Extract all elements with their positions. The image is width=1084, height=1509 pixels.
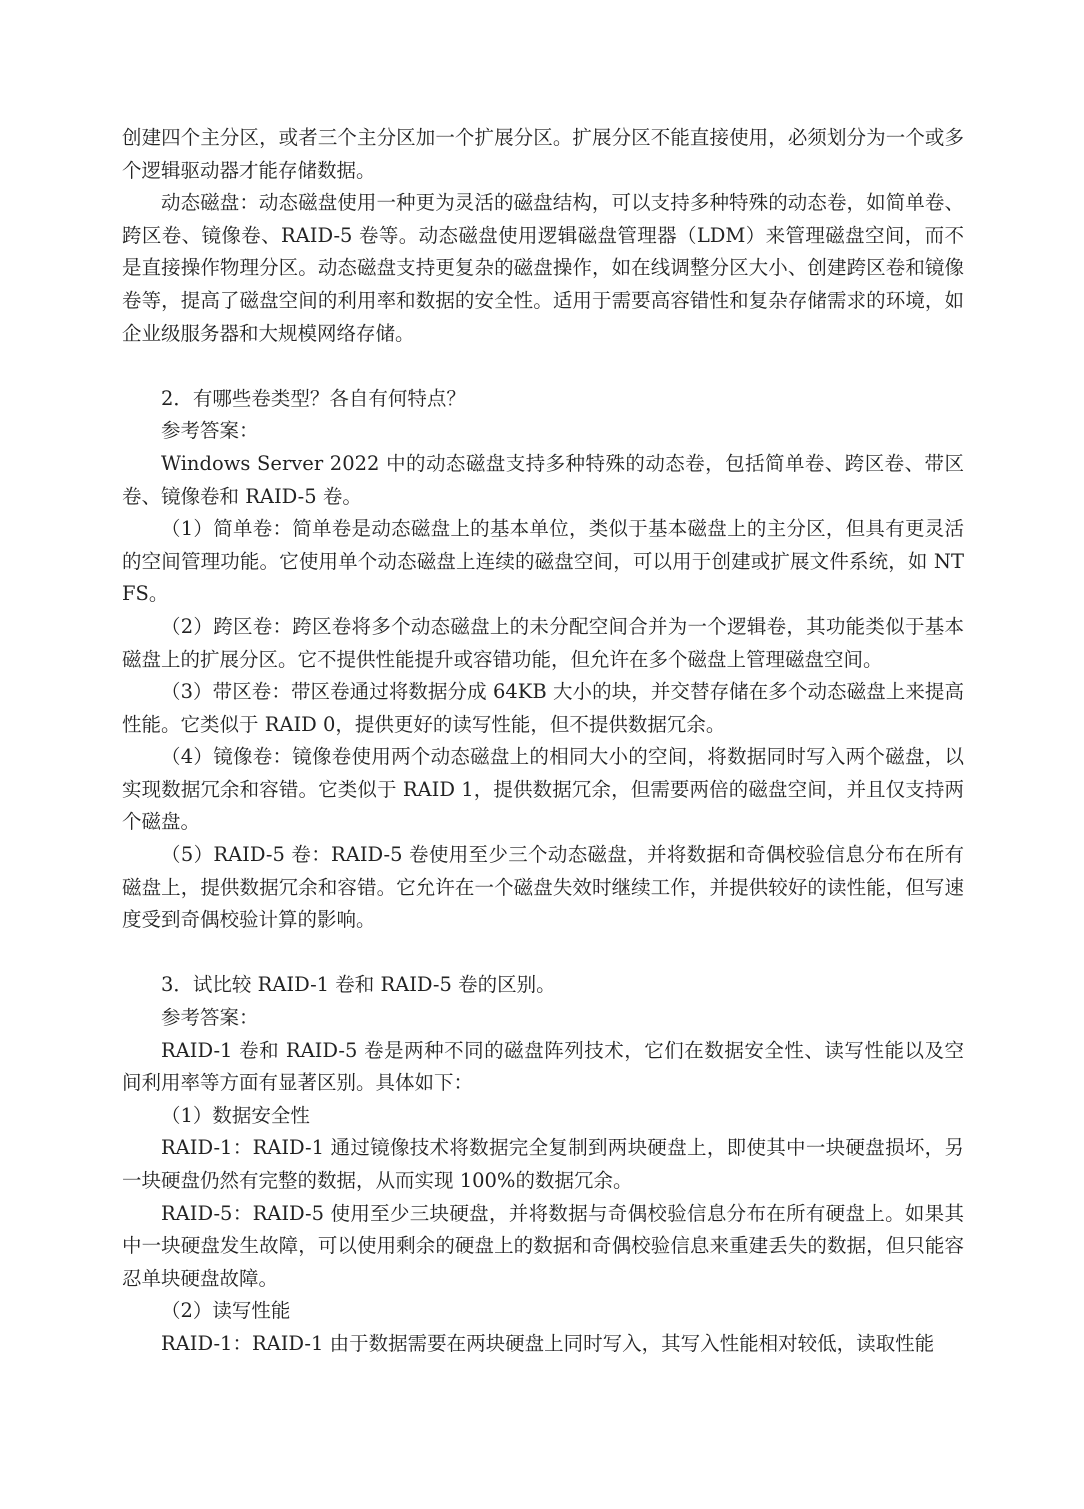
question-3-heading: 3．试比较 RAID-1 卷和 RAID-5 卷的区别。 bbox=[161, 973, 556, 997]
paragraph-raid5-security: RAID-5：RAID-5 使用至少三块硬盘，并将数据与奇偶校验信息分布在所有硬盘上。如果其中一块硬盘发生故障，可以使用剩余的硬盘上的数据和奇偶校验信息来重建丢失的数据，但只能容忍单块硬盘故障。 bbox=[122, 1201, 964, 1290]
subheading-read-write-performance: （2）读写性能 bbox=[161, 1299, 291, 1323]
paragraph-raid5-volume: （5）RAID-5 卷：RAID-5 卷使用至少三个动态磁盘，并将数据和奇偶校验信息分布在所有磁盘上，提供数据冗余和容错。它允许在一个磁盘失效时继续工作，并提供较好的读性能，但写速度受到奇偶校验计算的影响。 bbox=[122, 843, 964, 932]
section-spacer bbox=[122, 350, 964, 383]
document-page bbox=[122, 122, 964, 1361]
subheading-data-security: （1）数据安全性 bbox=[161, 1103, 310, 1127]
paragraph-striped-volume: （3）带区卷：带区卷通过将数据分成 64KB 大小的块，并交替存储在多个动态磁盘上来提高性能。它类似于 RAID 0，提供更好的读写性能，但不提供数据冗余。 bbox=[122, 680, 964, 736]
paragraph-raid-comparison-intro: RAID-1 卷和 RAID-5 卷是两种不同的磁盘阵列技术，它们在数据安全性、读写性能以及空间利用率等方面有显著区别。具体如下： bbox=[122, 1038, 964, 1095]
paragraph-partition-continuation: 创建四个主分区，或者三个主分区加一个扩展分区。扩展分区不能直接使用，必须划分为一个或多个逻辑驱动器才能存储数据。 bbox=[122, 126, 964, 182]
paragraph-simple-volume: （1）简单卷：简单卷是动态磁盘上的基本单位，类似于基本磁盘上的主分区，但具有更灵活的空间管理功能。它使用单个动态磁盘上连续的磁盘空间，可以用于创建或扩展文件系统，如 NTFS。 bbox=[122, 517, 964, 606]
paragraph-raid1-performance: RAID-1：RAID-1 由于数据需要在两块硬盘上同时写入，其写入性能相对较低，读取性能 bbox=[161, 1331, 935, 1355]
answer-label: 参考答案： bbox=[161, 1006, 259, 1030]
paragraph-dynamic-disk: 动态磁盘：动态磁盘使用一种更为灵活的磁盘结构，可以支持多种特殊的动态卷，如简单卷、跨区卷、镜像卷、RAID-5 卷等。动态磁盘使用逻辑磁盘管理器（LDM）来管理磁盘空间，而不是直接操作物理分区。动态磁盘支持更复杂的磁盘操作，如在线调整分区大小、创建跨区卷和镜像卷等，提高了磁盘空间的利用率和数据的安全性。适用于需要高容错性和复杂存储需求的环境，如企业级服务器和大规模网络存储。 bbox=[122, 191, 964, 345]
question-2-heading: 2．有哪些卷类型？各自有何特点？ bbox=[161, 386, 466, 410]
paragraph-mirrored-volume: （4）镜像卷：镜像卷使用两个动态磁盘上的相同大小的空间，将数据同时写入两个磁盘，以实现数据冗余和容错。它类似于 RAID 1，提供数据冗余，但需要两倍的磁盘空间，并且仅支持两个磁盘。 bbox=[122, 745, 964, 834]
answer-label: 参考答案： bbox=[161, 419, 259, 443]
paragraph-spanned-volume: （2）跨区卷：跨区卷将多个动态磁盘上的未分配空间合并为一个逻辑卷，其功能类似于基本磁盘上的扩展分区。它不提供性能提升或容错功能，但允许在多个磁盘上管理磁盘空间。 bbox=[122, 614, 964, 671]
section-spacer bbox=[122, 937, 964, 970]
paragraph-raid1-security: RAID-1：RAID-1 通过镜像技术将数据完全复制到两块硬盘上，即使其中一块硬盘损坏，另一块硬盘仍然有完整的数据，从而实现 100%的数据冗余。 bbox=[122, 1136, 964, 1192]
paragraph-volume-intro: Windows Server 2022 中的动态磁盘支持多种特殊的动态卷，包括简单卷、跨区卷、带区卷、镜像卷和 RAID-5 卷。 bbox=[122, 451, 964, 508]
